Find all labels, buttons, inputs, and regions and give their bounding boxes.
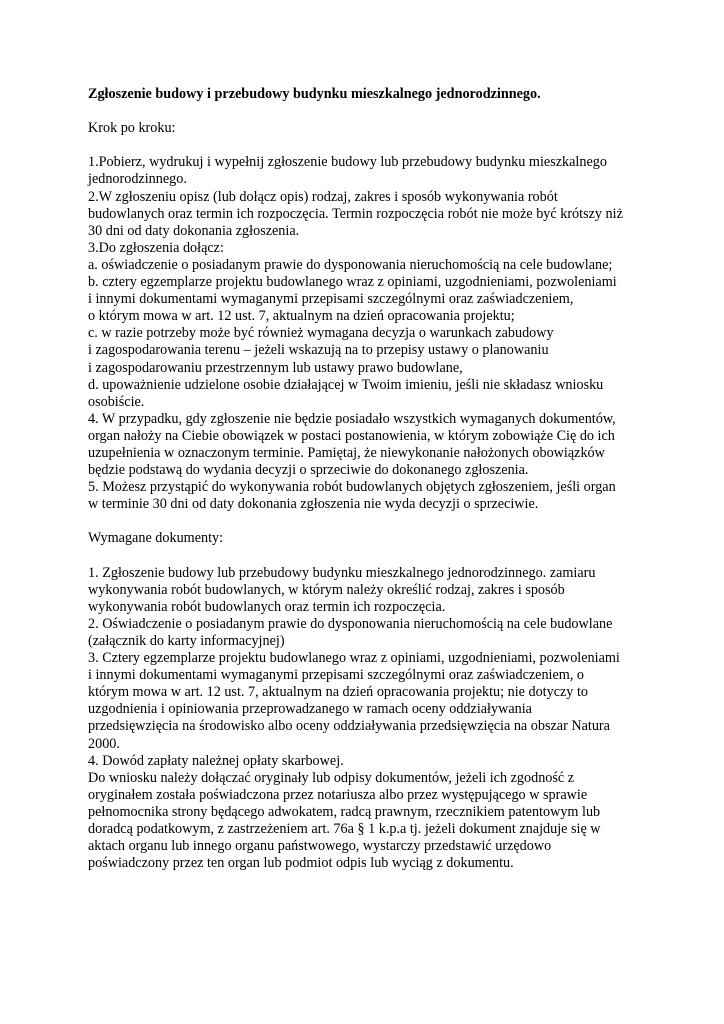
- spacer: [88, 137, 648, 154]
- docs-line: wykonywania robót budowlanych oraz termin ich rozpoczęcia.: [88, 598, 446, 615]
- steps-line: 4. W przypadku, gdy zgłoszenie nie będzie posiadało wszystkich wymaganych dokumentów,: [88, 410, 616, 427]
- docs-line: uzgodnienia i opiniowania przeprowadzanego w ramach oceny oddziaływania: [88, 701, 532, 718]
- steps-line: i zagospodarowania terenu – jeżeli wskazują na to przepisy ustawy o planowaniu: [88, 342, 549, 359]
- docs-line: Do wniosku należy dołączać oryginały lub odpisy dokumentów, jeżeli ich zgodność z: [88, 769, 575, 786]
- steps-section: [88, 154, 648, 513]
- docs-line: przedsięwzięcia na środowisko albo oceny oddziaływania przedsięwzięcia na obszar Natura: [88, 718, 610, 735]
- docs-line: 4. Dowód zapłaty należnej opłaty skarbowej.: [88, 752, 344, 769]
- docs-section: [88, 565, 648, 873]
- docs-line: oryginałem została poświadczona przez notariusza albo przez występującego w sprawie: [88, 786, 588, 803]
- steps-line: b. cztery egzemplarze projektu budowlanego wraz z opiniami, uzgodnieniami, pozwoleniami: [88, 274, 617, 291]
- document-title: Zgłoszenie budowy i przebudowy budynku mieszkalnego jednorodzinnego.: [88, 86, 541, 102]
- docs-line: 2000.: [88, 735, 120, 752]
- steps-line: w terminie 30 dni od daty dokonania zgłoszenia nie wyda decyzji o sprzeciwie.: [88, 496, 539, 513]
- docs-line: aktach organu lub innego organu państwowego, wystarczy przedstawić urzędowo: [88, 838, 552, 855]
- steps-heading: Krok po kroku:: [88, 120, 176, 137]
- steps-line: będzie podstawą do wydania decyzji o sprzeciwie do dokonanego zgłoszenia.: [88, 462, 529, 479]
- docs-line: wykonywania robót budowlanych, w którym należy określić rodzaj, zakres i sposób: [88, 581, 565, 598]
- steps-line: 3.Do zgłoszenia dołącz:: [88, 239, 224, 256]
- steps-line: 5. Możesz przystąpić do wykonywania robót budowlanych objętych zgłoszeniem, jeśli organ: [88, 479, 616, 496]
- steps-line: d. upoważnienie udzielone osobie działającej w Twoim imieniu, jeśli nie składasz wniosku: [88, 376, 604, 393]
- steps-line: osobiście.: [88, 393, 145, 410]
- docs-line: poświadczony przez ten organ lub podmiot odpis lub wyciąg z dokumentu.: [88, 855, 514, 872]
- steps-line: 2.W zgłoszeniu opisz (lub dołącz opis) rodzaj, zakres i sposób wykonywania robót: [88, 188, 558, 205]
- steps-line: 30 dni od daty dokonania zgłoszenia.: [88, 222, 300, 239]
- docs-line: którym mowa w art. 12 ust. 7, aktualnym na dzień opracowania projektu; nie dotyczy to: [88, 684, 588, 701]
- steps-line: uzupełnienia w oznaczonym terminie. Pamiętaj, że niewykonanie nałożonych obowiązków: [88, 444, 605, 461]
- docs-line: doradcą podatkowym, z zastrzeżeniem art. 76a § 1 k.p.a tj. jeżeli dokument znajduje się w: [88, 821, 601, 838]
- docs-line: 1. Zgłoszenie budowy lub przebudowy budynku mieszkalnego jednorodzinnego. zamiaru: [88, 564, 596, 581]
- docs-line: (załącznik do karty informacyjnej): [88, 633, 285, 649]
- docs-line: 2. Oświadczenie o posiadanym prawie do dysponowania nieruchomością na cele budowlane: [88, 615, 613, 632]
- steps-line: budowlanych oraz termin ich rozpoczęcia. Termin rozpoczęcia robót nie może być krótszy niż: [88, 205, 623, 222]
- docs-line: 3. Cztery egzemplarze projektu budowlanego wraz z opiniami, uzgodnieniami, pozwoleniami: [88, 650, 620, 667]
- steps-line: organ nałoży na Ciebie obowiązek w postaci postanowienia, w którym zobowiąże Cię do ich: [88, 427, 615, 444]
- docs-line: i innymi dokumentami wymaganymi przepisami szczególnymi oraz zaświadczeniem, o: [88, 667, 585, 684]
- steps-line: jednorodzinnego.: [88, 171, 187, 188]
- document-page: [88, 86, 648, 872]
- steps-line: a. oświadczenie o posiadanym prawie do dysponowania nieruchomością na cele budowlane;: [88, 256, 613, 273]
- docs-heading: Wymagane dokumenty:: [88, 530, 224, 547]
- steps-line: c. w razie potrzeby może być również wymagana decyzja o warunkach zabudowy: [88, 325, 554, 342]
- spacer: [88, 513, 648, 530]
- steps-line: o którym mowa w art. 12 ust. 7, aktualnym na dzień opracowania projektu;: [88, 308, 515, 325]
- steps-line: i innymi dokumentami wymaganymi przepisami szczególnymi oraz zaświadczeniem,: [88, 291, 574, 308]
- steps-line: 1.Pobierz, wydrukuj i wypełnij zgłoszenie budowy lub przebudowy budynku mieszkalnego: [88, 154, 607, 171]
- steps-line: i zagospodarowaniu przestrzennym lub ustawy prawo budowlane,: [88, 359, 463, 376]
- docs-line: pełnomocnika strony będącego adwokatem, radcą prawnym, rzecznikiem patentowym lub: [88, 803, 601, 820]
- spacer: [88, 548, 648, 565]
- spacer: [88, 103, 648, 120]
